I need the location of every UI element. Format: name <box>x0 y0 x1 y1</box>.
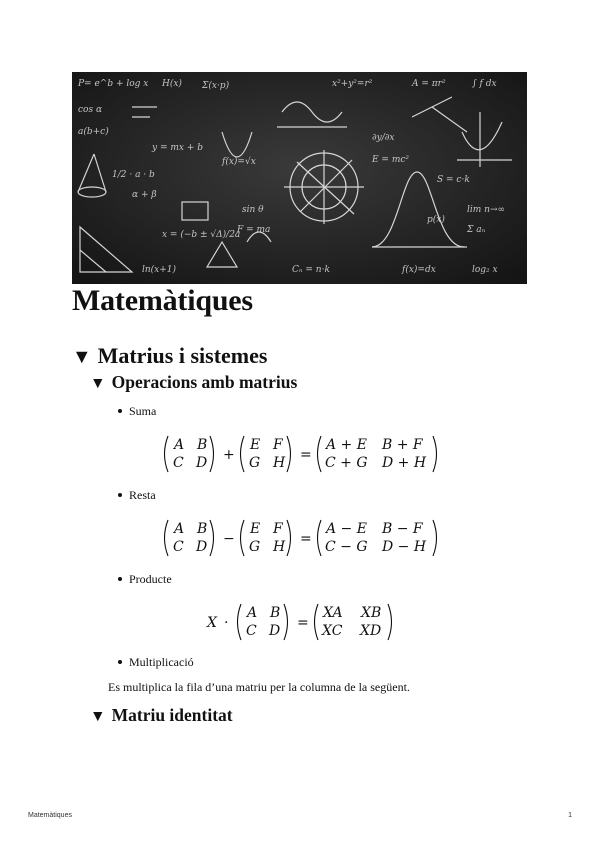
svg-text:A − E: A − E <box>326 521 367 537</box>
svg-text:x²+y²=r²: x²+y²=r² <box>332 79 373 89</box>
svg-text:C + G: C + G <box>325 455 368 471</box>
svg-text:A + E: A + E <box>326 437 367 453</box>
svg-text:XB: XB <box>361 605 382 621</box>
svg-text:G: G <box>249 455 261 471</box>
sum-formula <box>160 432 440 476</box>
chalkboard-math-illustration <box>72 72 527 284</box>
svg-text:∫ f dx: ∫ f dx <box>472 79 497 89</box>
collapse-triangle-icon[interactable]: ▼ <box>72 346 92 368</box>
svg-text:E = mc²: E = mc² <box>372 155 410 165</box>
list-item-label: Multiplicació <box>129 655 194 669</box>
subsection-heading-matriu-identitat[interactable] <box>90 705 233 726</box>
svg-text:E: E <box>250 437 261 453</box>
svg-text:A: A <box>174 521 185 537</box>
svg-text:B + F: B + F <box>382 437 423 453</box>
multiplicacio-description: Es multiplica la fila d’una matriu per la columna de la següent. <box>108 680 410 694</box>
svg-text:f(x)=dx: f(x)=dx <box>402 265 436 275</box>
svg-text:H: H <box>273 539 286 555</box>
equation-difference <box>0 516 600 565</box>
svg-text:lim n→∞: lim n→∞ <box>467 205 505 215</box>
subsection-heading-label: Operacions amb matrius <box>111 372 298 392</box>
svg-text:D: D <box>269 623 281 639</box>
svg-text:A: A <box>174 437 185 453</box>
subsection-heading-operacions[interactable] <box>90 372 297 393</box>
svg-text:1/2 · a · b: 1/2 · a · b <box>112 170 155 180</box>
svg-text:B: B <box>197 521 208 537</box>
svg-text:=: = <box>300 447 312 463</box>
bullet-icon <box>118 660 122 664</box>
svg-text:C: C <box>173 455 184 471</box>
section-heading-matrius-i-sistemes[interactable] <box>72 343 267 369</box>
svg-text:D − H: D − H <box>382 539 427 555</box>
collapse-triangle-icon[interactable]: ▼ <box>90 375 106 392</box>
svg-text:X: X <box>207 615 217 631</box>
svg-text:XC: XC <box>322 623 343 639</box>
svg-text:ln(x+1): ln(x+1) <box>142 265 177 275</box>
list-item-label: Resta <box>129 488 156 502</box>
list-item-multiplicacio <box>118 655 194 670</box>
svg-text:F = ma: F = ma <box>237 225 271 235</box>
svg-text:D + H: D + H <box>382 455 427 471</box>
svg-text:Cₙ = n·k: Cₙ = n·k <box>292 265 330 275</box>
list-item-label: Suma <box>129 404 157 418</box>
svg-text:log₂ x: log₂ x <box>472 265 498 275</box>
svg-text:Σ aₙ: Σ aₙ <box>467 225 486 235</box>
banner-image <box>72 72 527 284</box>
equation-sum <box>0 432 600 481</box>
bullet-icon <box>118 409 122 413</box>
svg-text:C − G: C − G <box>325 539 368 555</box>
footer-document-title: Matemàtiques <box>28 812 72 819</box>
svg-text:cos α: cos α <box>78 105 103 115</box>
svg-text:XD: XD <box>360 623 382 639</box>
svg-text:H: H <box>273 455 286 471</box>
list-item-suma <box>118 404 156 419</box>
svg-text:B: B <box>197 437 208 453</box>
collapse-triangle-icon[interactable]: ▼ <box>90 708 106 725</box>
svg-text:G: G <box>249 539 261 555</box>
svg-text:D: D <box>196 455 208 471</box>
svg-text:S = c·k: S = c·k <box>437 175 470 185</box>
svg-text:=: = <box>300 531 312 547</box>
svg-text:A: A <box>247 605 258 621</box>
bullet-icon <box>118 577 122 581</box>
svg-text:·: · <box>224 615 229 631</box>
svg-text:Σ(x·p): Σ(x·p) <box>202 81 230 91</box>
equation-product <box>0 600 600 649</box>
svg-text:B: B <box>270 605 281 621</box>
svg-text:y = mx + b: y = mx + b <box>152 143 203 153</box>
product-formula <box>205 600 395 644</box>
footer-page-number: 1 <box>568 812 572 819</box>
svg-text:∂y/∂x: ∂y/∂x <box>372 133 395 143</box>
svg-text:+: + <box>223 447 235 463</box>
svg-text:p(x): p(x) <box>427 215 445 225</box>
svg-text:C: C <box>246 623 257 639</box>
svg-text:E: E <box>250 521 261 537</box>
svg-text:XA: XA <box>323 605 343 621</box>
svg-text:B − F: B − F <box>382 521 423 537</box>
svg-text:f(x)=√x: f(x)=√x <box>222 157 256 167</box>
section-heading-label: Matrius i sistemes <box>97 343 268 368</box>
list-item-label: Producte <box>129 572 172 586</box>
svg-text:x = (−b ± √Δ)/2a: x = (−b ± √Δ)/2a <box>162 230 241 240</box>
svg-text:sin θ: sin θ <box>242 205 264 215</box>
svg-text:−: − <box>223 531 235 547</box>
list-item-producte <box>118 572 172 587</box>
difference-formula <box>160 516 440 560</box>
svg-text:F: F <box>273 437 283 453</box>
svg-text:a(b+c): a(b+c) <box>78 127 109 137</box>
svg-text:D: D <box>196 539 208 555</box>
subsection-heading-label: Matriu identitat <box>111 705 233 725</box>
svg-text:P= e^b + log x: P= e^b + log x <box>78 79 149 89</box>
svg-text:F: F <box>273 521 283 537</box>
svg-text:=: = <box>297 615 309 631</box>
page-title: Matemàtiques <box>72 284 253 317</box>
svg-text:A = πr²: A = πr² <box>412 79 446 89</box>
svg-text:α + β: α + β <box>132 190 157 200</box>
svg-text:C: C <box>173 539 184 555</box>
bullet-icon <box>118 493 122 497</box>
list-item-resta <box>118 488 156 503</box>
svg-text:H(x): H(x) <box>162 79 182 89</box>
